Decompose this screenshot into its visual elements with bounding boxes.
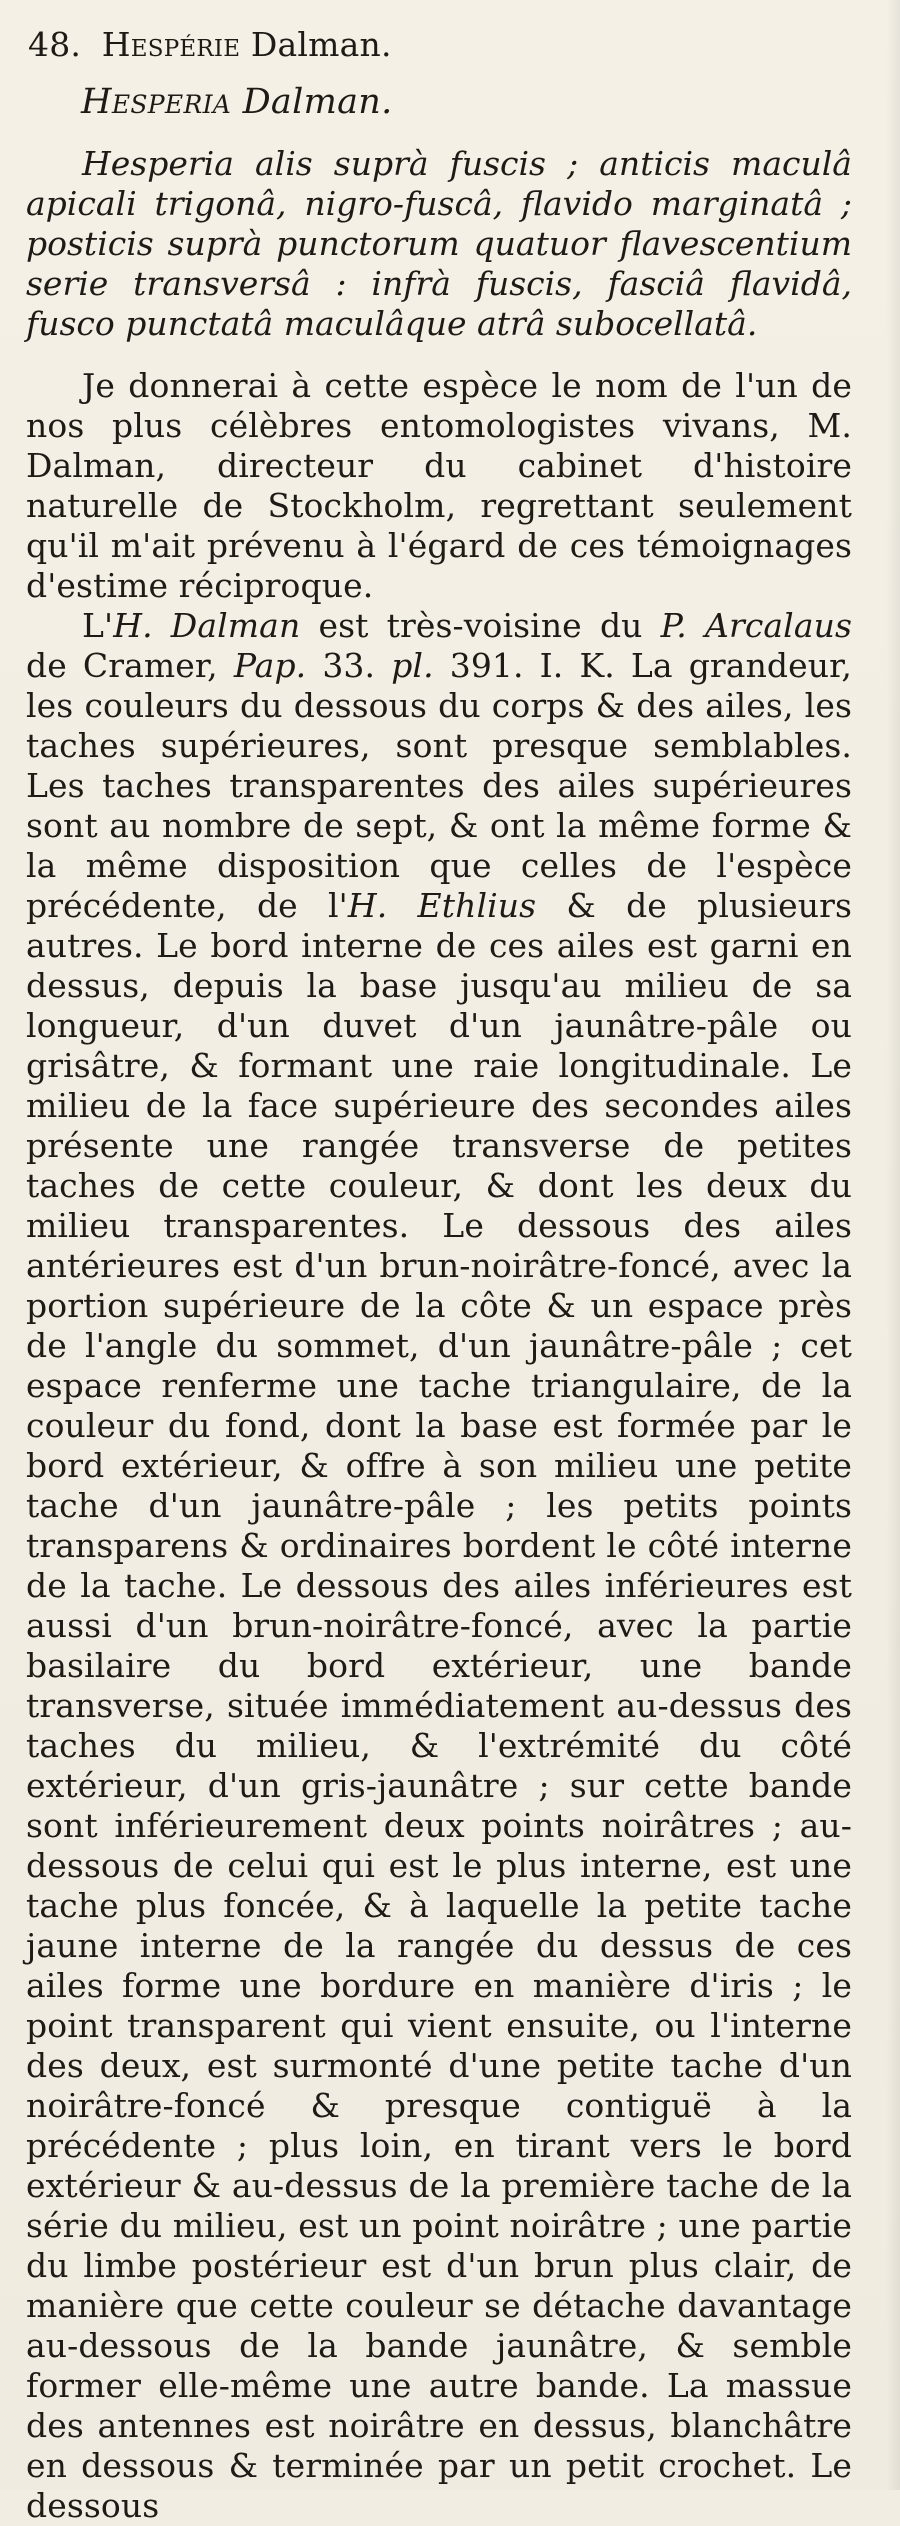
- title-genus: Hesperia: [81, 82, 232, 122]
- running-header: [28, 24, 852, 66]
- p2-text-a: L': [82, 606, 114, 645]
- p2-species-name: H. Dalman: [113, 606, 301, 645]
- title-species: Dalman.: [242, 82, 393, 122]
- running-author: Dalman.: [250, 25, 392, 64]
- page-edge-shadow: [886, 0, 900, 2490]
- species-title: [81, 80, 852, 124]
- paragraph-2: [26, 606, 852, 2526]
- p2-species-name-2: P. Arcalaus: [660, 606, 852, 645]
- p2-plate: pl.: [391, 646, 434, 685]
- p2-ref: Pap.: [233, 646, 307, 685]
- p2-text-b: est très-voisine du: [300, 606, 661, 645]
- latin-diagnosis: Hesperia alis suprà fuscis ; anticis maculâ apicali trigonâ, nigro-fuscâ, flavido marginatâ ; posticis suprà punctorum quatuor flavescentium serie transversâ : infrà fuscis, fasciâ flavidâ, fusco punctatâ maculâque atrâ subocellatâ.: [26, 144, 852, 343]
- p2-text-d: 33.: [306, 646, 392, 685]
- page-number: 48.: [28, 25, 82, 64]
- p2-text-f: & de plusieurs autres. Le bord interne de ces ailes est garni en dessus, depuis la base jusqu'au milieu de sa longueur, d'un duvet d'un jaunâtre-pâle ou grisâtre, & formant une raie longitudinale. Le milieu de la face supérieure des secondes ailes présente une rangée transverse de petites taches de cette couleur, & dont les deux du milieu transparentes. Le dessous des ailes antérieures est d'un brun-noirâtre-foncé, avec la portion supérieure de la côte & un espace près de l'angle du sommet, d'un jaunâtre-pâle ; cet espace renferme une tache triangulaire, de la couleur du fond, dont la base est formée par le bord extérieur, & offre à son milieu une petite tache d'un jaunâtre-pâle ; les petits points transparens & ordinaires bordent le côté interne de la tache. Le dessous des ailes inférieures est aussi d'un brun-noirâtre-foncé, avec la partie basilaire du bord extérieur, une bande transverse, située immédiatement au-dessus des taches du milieu, & l'extrémité du côté extérieur, d'un gris-jaunâtre ; sur cette bande sont inférieurement deux points noirâtres ; au-dessous de celui qui est le plus interne, est une tache plus foncée, & à laquelle la petite tache jaune interne de la rangée du dessus de ces ailes forme une bordure en manière d'iris ; le point transparent qui vient ensuite, ou l'interne des deux, est surmonté d'une petite tache d'un noirâtre-foncé & presque contiguë à la précédente ; plus loin, en tirant vers le bord extérieur & au-dessus de la première tache de la série du milieu, est un point noirâtre ; une partie du limbe postérieur est d'un brun plus clair, de manière que cette couleur se détache davantage au-dessous de la bande jaunâtre, & semble former elle-même une autre bande. La massue des antennes est noirâtre en dessus, blanchâtre en dessous & terminée par un petit crochet. Le dessous: [26, 886, 852, 2525]
- p2-species-name-3: H. Ethlius: [347, 886, 537, 925]
- p2-text-e: 391. I. K. La grandeur, les couleurs du dessous du corps & des ailes, les taches supérieures, sont presque semblables. Les taches transparentes des ailes supérieures sont au nombre de sept, & ont la même forme & la même disposition que celles de l'espèce précédente, de l': [26, 646, 852, 925]
- running-title: Hespérie: [101, 25, 241, 64]
- p2-text-c: de Cramer,: [26, 646, 234, 685]
- paragraph-1: Je donnerai à cette espèce le nom de l'un de nos plus célèbres entomologistes vivans, M. Dalman, directeur du cabinet d'histoire naturelle de Stockholm, regrettant seulement qu'il m'ait prévenu à l'égard de ces témoignages d'estime réciproque.: [26, 366, 852, 605]
